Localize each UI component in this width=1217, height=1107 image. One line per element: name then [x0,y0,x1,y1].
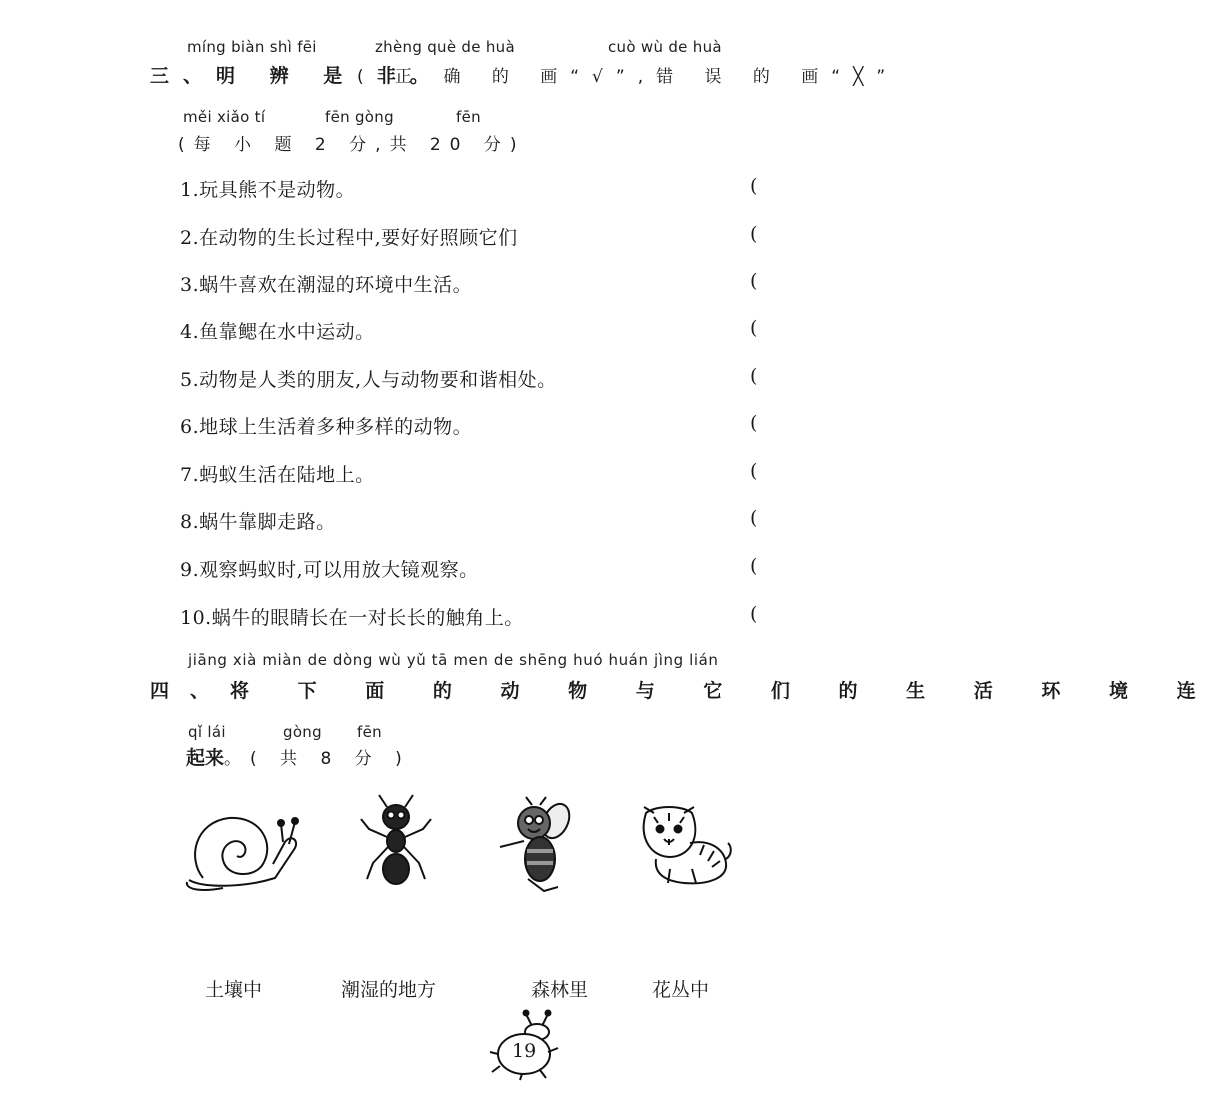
section-3-heading: 三、明 辨 是 非。 [150,65,443,87]
answer-blank[interactable]: ( [750,270,758,292]
tiger-icon [634,799,734,889]
pinyin-line: fēn [357,723,382,741]
question-2: 2.在动物的生长过程中,要好好照顾它们 [180,227,518,249]
answer-blank[interactable]: ( [750,603,758,625]
question-3: 3.蜗牛喜欢在潮湿的环境中生活。 [180,274,473,296]
question-10: 10.蜗牛的眼睛长在一对长长的触角上。 [180,607,524,629]
answer-blank[interactable]: ( [750,555,758,577]
bee-icon [494,797,574,893]
snail-icon [183,808,311,896]
question-5: 5.动物是人类的朋友,人与动物要和谐相处。 [180,369,557,391]
environment-label[interactable]: 森林里 [531,979,589,1001]
answer-blank[interactable]: ( [750,223,758,245]
question-9: 9.观察蚂蚁时,可以用放大镜观察。 [180,559,479,581]
pinyin-line: měi xiǎo tí [183,108,266,126]
question-1: 1.玩具熊不是动物。 [180,179,356,201]
section-4-heading-2: 起来。( 共 8 分 ) [186,747,411,769]
environment-label[interactable]: 潮湿的地方 [341,979,437,1001]
answer-blank[interactable]: ( [750,507,758,529]
section-4-heading: 四、将 下 面 的 动 物 与 它 们 的 生 活 环 境 连 [150,680,1217,702]
answer-blank[interactable]: ( [750,412,758,434]
question-6: 6.地球上生活着多种多样的动物。 [180,416,473,438]
section-3-instruction: ( 正 确 的 画“√”,错 误 的 画“╳” [357,67,899,87]
environment-label[interactable]: 土壤中 [205,979,263,1001]
pinyin-line: míng biàn shì fēi [187,38,317,56]
pinyin-line: fēn gòng [325,108,394,126]
answer-blank[interactable]: ( [750,317,758,339]
pinyin-line: gòng [283,723,322,741]
ant-icon [357,793,437,889]
question-8: 8.蜗牛靠脚走路。 [180,511,336,533]
pinyin-line: cuò wù de huà [608,38,722,56]
pinyin-line: zhèng què de huà [375,38,515,56]
pinyin-line: fēn [456,108,481,126]
answer-blank[interactable]: ( [750,365,758,387]
pinyin-line: qǐ lái [188,723,226,741]
section-3-score: (每 小 题 2 分,共 20 分) [178,135,526,155]
answer-blank[interactable]: ( [750,460,758,482]
page-number: 19 [512,1040,537,1062]
question-4: 4.鱼靠鳃在水中运动。 [180,321,375,343]
pinyin-line: jiāng xià miàn de dòng wù yǔ tā men de shēng huó huán jìng lián [188,651,719,669]
environment-label[interactable]: 花丛中 [652,979,710,1001]
answer-blank[interactable]: ( [750,175,758,197]
question-7: 7.蚂蚁生活在陆地上。 [180,464,375,486]
